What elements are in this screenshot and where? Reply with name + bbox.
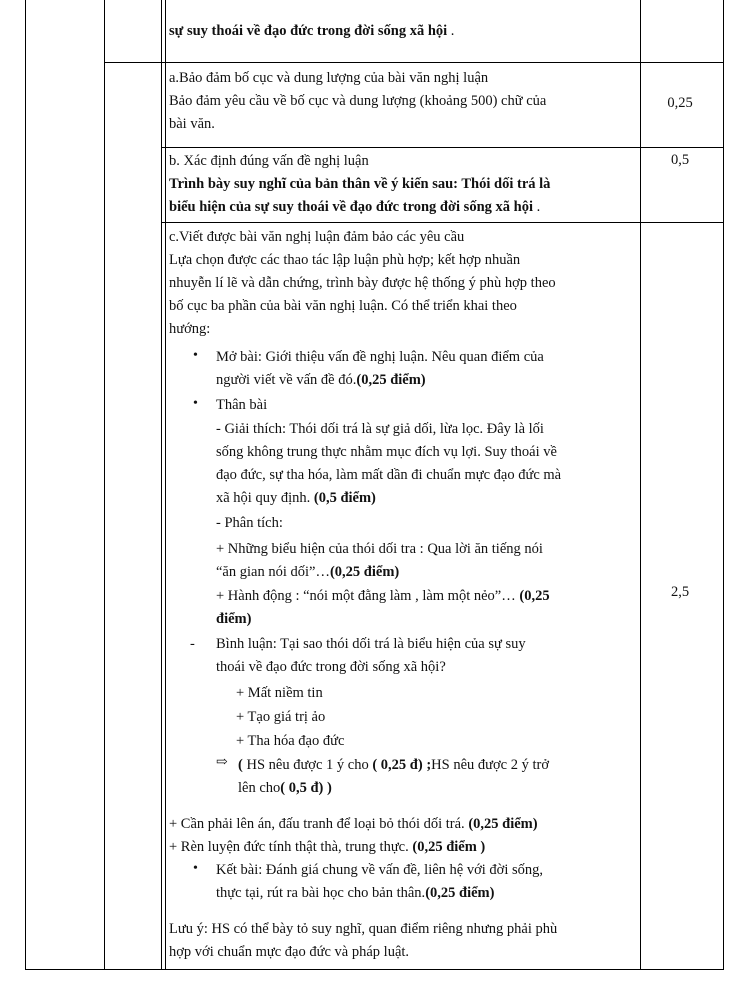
row2-line2: bài văn. bbox=[169, 116, 215, 132]
bullet-dot-1: • bbox=[193, 348, 198, 363]
row3-title: b. Xác định đúng vấn đề nghị luận bbox=[169, 153, 369, 169]
item-tao-gia-tri-ao: + Tạo giá trị ảo bbox=[236, 709, 326, 725]
hs-text-3: lên cho bbox=[238, 780, 281, 796]
giai-thich-score: (0,5 điểm) bbox=[313, 490, 376, 506]
mo-bai-2 bbox=[216, 369, 426, 391]
row-divider-bottom bbox=[25, 969, 724, 970]
giai-thich-4 bbox=[216, 487, 376, 509]
bullet-dot-2: • bbox=[193, 396, 198, 411]
row3-score: 0,5 bbox=[670, 152, 690, 168]
row2-score: 0,25 bbox=[667, 95, 693, 111]
binh-luan-2: thoái về đạo đức trong đời sống xã hội? bbox=[216, 659, 446, 675]
ren-luyen-text: + Rèn luyện đức tính thật thà, trung thực. bbox=[169, 839, 413, 855]
row4-title: c.Viết được bài văn nghị luận đảm bảo các yêu cầu bbox=[169, 229, 465, 245]
border-col2b bbox=[165, 0, 166, 970]
ket-bai-2-text: thực tại, rút ra bài học cho bản thân. bbox=[216, 885, 426, 901]
luu-y-1: Lưu ý: HS có thể bày tỏ suy nghĩ, quan điểm riêng nhưng phải phù bbox=[169, 921, 558, 937]
hs-score-1: ( 0,25 đ) ; bbox=[372, 757, 432, 773]
hs-text-2: HS nêu được 2 ý trở bbox=[431, 757, 549, 773]
row4-intro-2: nhuyễn lí lẽ và dẫn chứng, trình bày được hệ thống ý phù hợp theo bbox=[169, 275, 556, 291]
can-phai-score: (0,25 điểm) bbox=[468, 816, 538, 832]
border-col1 bbox=[104, 0, 105, 970]
ket-bai-1: Kết bài: Đánh giá chung về vấn đề, liên hệ với đời sống, bbox=[216, 862, 544, 878]
hanh-dong-score-b: điểm) bbox=[216, 611, 252, 627]
row1-tail: . bbox=[447, 23, 455, 39]
row2-title: a.Bảo đảm bố cục và dung lượng của bài văn nghị luận bbox=[169, 70, 489, 86]
row-divider-1 bbox=[104, 62, 724, 63]
border-left bbox=[25, 0, 26, 970]
item-tha-hoa: + Tha hóa đạo đức bbox=[236, 733, 345, 749]
hanh-dong-text: + Hành động : “nói một đằng làm , làm một nẻo”… bbox=[216, 588, 520, 604]
row1-main: sự suy thoái về đạo đức trong đời sống xã hội bbox=[169, 23, 448, 39]
ren-luyen bbox=[169, 836, 485, 858]
bieu-hien-2-text: “ăn gian nói dối”… bbox=[216, 564, 330, 580]
giai-thich-1: - Giải thích: Thói dối trá là sự giả dối, lừa lọc. Đây là lối bbox=[216, 421, 544, 437]
item-mat-niem-tin: + Mất niềm tin bbox=[236, 685, 323, 701]
border-right bbox=[723, 0, 724, 970]
row2-line1: Bảo đảm yêu cầu về bố cục và dung lượng (khoảng 500) chữ của bbox=[169, 93, 547, 109]
row4-intro-1: Lựa chọn được các thao tác lập luận phù hợp; kết hợp nhuần bbox=[169, 252, 521, 268]
ket-bai-2 bbox=[216, 882, 494, 904]
hs-line-2 bbox=[238, 777, 332, 799]
binh-luan-dash: - bbox=[190, 636, 195, 652]
hanh-dong-1 bbox=[216, 585, 550, 607]
binh-luan-1: Bình luận: Tại sao thói dối trá là biểu hiện của sự suy bbox=[216, 636, 526, 652]
luu-y-2: hợp với chuẩn mực đạo đức và pháp luật. bbox=[169, 944, 410, 960]
hs-line-1 bbox=[238, 754, 549, 776]
bieu-hien-2 bbox=[216, 561, 399, 583]
mo-bai-2-text: người viết về vấn đề đó. bbox=[216, 372, 357, 388]
border-col3 bbox=[640, 0, 641, 970]
can-phai bbox=[169, 813, 538, 835]
mo-bai-score: (0,25 điểm) bbox=[356, 372, 426, 388]
giai-thich-last: xã hội quy định. bbox=[216, 490, 314, 506]
row-divider-2 bbox=[161, 147, 724, 148]
row-divider-3 bbox=[161, 222, 724, 223]
border-col2 bbox=[161, 0, 162, 970]
row3-line2-tail: . bbox=[532, 199, 541, 215]
arrow-right-icon: ⇨ bbox=[216, 755, 228, 770]
bieu-hien-1: + Những biểu hiện của thói dối tra : Qua lời ăn tiếng nói bbox=[216, 541, 543, 557]
bieu-hien-score: (0,25 điểm) bbox=[329, 564, 400, 580]
ket-bai-score: (0,25 điểm) bbox=[425, 885, 495, 901]
row4-score: 2,5 bbox=[670, 584, 690, 600]
can-phai-text: + Cần phải lên án, đấu tranh để loại bỏ thói dối trá. bbox=[169, 816, 469, 832]
hs-score-2: ( 0,5 đ) ) bbox=[280, 780, 332, 796]
row4-intro-4: hướng: bbox=[169, 321, 211, 337]
row3-line2 bbox=[169, 196, 540, 218]
phan-tich: - Phân tích: bbox=[216, 515, 283, 531]
hanh-dong-score-a: (0,25 bbox=[519, 588, 550, 604]
hs-text-1: HS nêu được 1 ý cho bbox=[246, 757, 373, 773]
row4-intro-3: bố cục ba phần của bài văn nghị luận. Có thể triển khai theo bbox=[169, 298, 517, 314]
bullet-dot-3: • bbox=[193, 861, 198, 876]
ren-luyen-score: (0,25 điểm ) bbox=[412, 839, 486, 855]
row3-line1: Trình bày suy nghĩ của bản thân về ý kiến sau: Thói dối trá là bbox=[169, 176, 551, 192]
hs-open: ( bbox=[238, 757, 247, 773]
giai-thich-3: đạo đức, sự tha hóa, làm mất dần đi chuẩn mực đạo đức mà bbox=[216, 467, 562, 483]
mo-bai-1: Mở bài: Giới thiệu vấn đề nghị luận. Nêu quan điểm của bbox=[216, 349, 544, 365]
row1-text bbox=[169, 20, 454, 42]
than-bai: Thân bài bbox=[216, 397, 268, 413]
row3-line2-main: biểu hiện của sự suy thoái về đạo đức trong đời sống xã hội bbox=[169, 199, 533, 215]
giai-thich-2: sống không trung thực nhằm mục đích vụ lợi. Suy thoái về bbox=[216, 444, 557, 460]
